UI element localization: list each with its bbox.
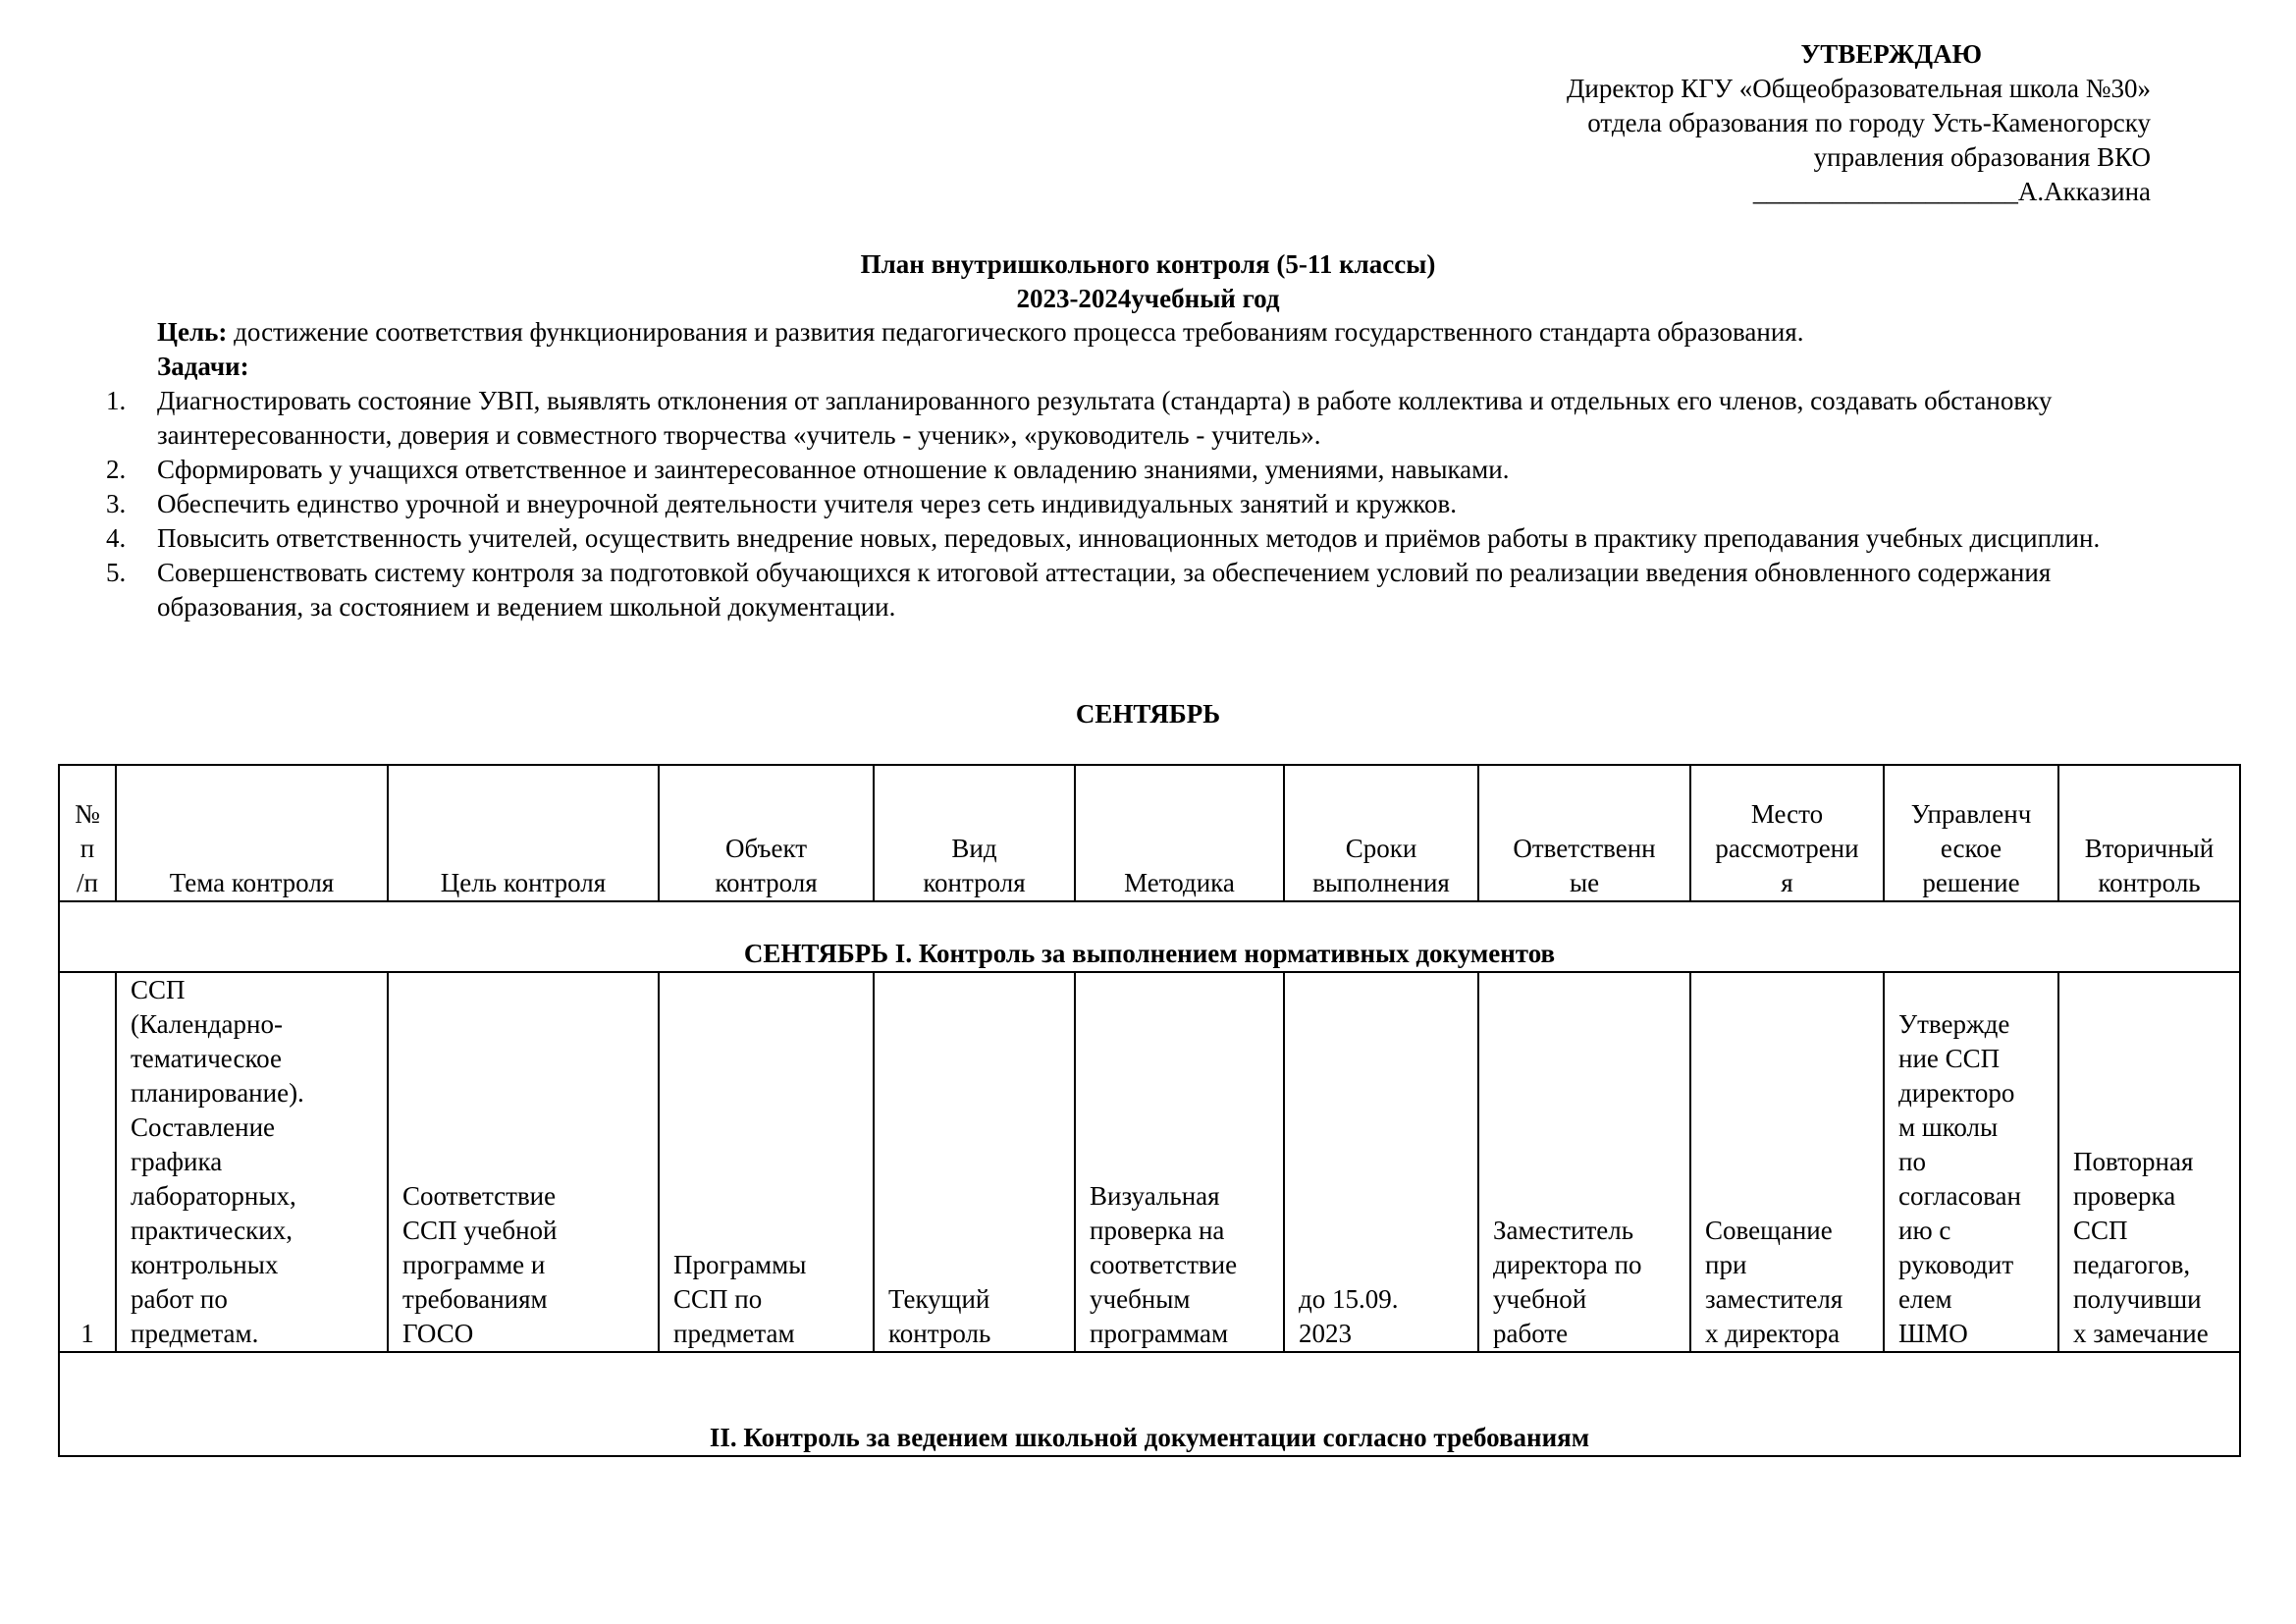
header-decision: Управленч еское решение [1884, 765, 2058, 901]
task-text: Повысить ответственность учителей, осуществить внедрение новых, передовых, инновационных методов и приёмов работы в практику преподавания учебных дисциплин. [157, 523, 2101, 553]
section-heading-2: II. Контроль за ведением школьной документации согласно требованиям [59, 1352, 2240, 1456]
cell-goal: Соответствие ССП учебной программе и требованиям ГОСО [388, 972, 659, 1352]
approval-line-department: отдела образования по городу Усть-Каменогорску [1587, 108, 2151, 137]
header-type: Вид контроля [874, 765, 1075, 901]
task-text: Обеспечить единство урочной и внеурочной деятельности учителя через сеть индивидуальных занятий и кружков. [157, 489, 1458, 518]
header-number: № п /п [59, 765, 116, 901]
cell-type: Текущий контроль [874, 972, 1075, 1352]
document-title [0, 247, 2296, 316]
section-heading-1: СЕНТЯБРЬ I. Контроль за выполнением нормативных документов [59, 901, 2240, 972]
header-deadline: Сроки выполнения [1284, 765, 1478, 901]
cell-decision: Утвержде ние ССП директоро м школы по согласован ию с руководит елем ШМО [1884, 972, 2058, 1352]
cell-number: 1 [59, 972, 116, 1352]
approval-line-management: управления образования ВКО [1813, 142, 2151, 172]
goal-label: Цель: [157, 317, 228, 347]
title-line-2: 2023-2024учебный год [1016, 284, 1280, 313]
task-number: 3. [106, 489, 127, 518]
goal-text: достижение соответствия функционирования и развития педагогического процесса требованиям государственного стандарта образования. [227, 317, 1804, 347]
cell-deadline: до 15.09. 2023 [1284, 972, 1478, 1352]
task-text: Совершенствовать систему контроля за подготовкой обучающихся к итоговой аттестации, за обеспечением условий по реализации введения обновленного содержания образования, за состоянием и ведением школьной документации. [157, 558, 2052, 622]
tasks-heading: Задачи: [157, 352, 249, 381]
task-number: 2. [106, 455, 127, 484]
header-object: Объект контроля [659, 765, 874, 901]
header-secondary: Вторичный контроль [2058, 765, 2240, 901]
tasks-list [96, 384, 2158, 624]
task-text: Сформировать у учащихся ответственное и заинтересованное отношение к овладению знаниями, умениями, навыками. [157, 455, 1510, 484]
cell-secondary: Повторная проверка ССП педагогов, получивши х замечание [2058, 972, 2240, 1352]
task-number: 5. [106, 558, 127, 587]
table-header-row [59, 765, 2240, 901]
task-item [96, 384, 2158, 453]
title-line-1: План внутришкольного контроля (5-11 классы) [860, 249, 1436, 279]
header-place: Место рассмотрени я [1690, 765, 1884, 901]
cell-method: Визуальная проверка на соответствие учебным программам [1075, 972, 1284, 1352]
goal-paragraph [157, 315, 2218, 350]
control-plan-table [58, 764, 2241, 1457]
task-number: 1. [106, 386, 127, 415]
task-text: Диагностировать состояние УВП, выявлять отклонения от запланированного результата (стандарта) в работе коллектива и отдельных его членов, создавать обстановку заинтересованности, доверия и совместного творчества «учитель - ученик», «руководитель - учитель». [157, 386, 2053, 450]
cell-theme: ССП (Календарно- тематическое планирование). Составление графика лабораторных, практических, контрольных работ по предметам. [116, 972, 388, 1352]
approval-signature-line: ____________________А.Акказина [1752, 177, 2151, 206]
cell-place: Совещание при заместителя х директора [1690, 972, 1884, 1352]
header-method: Методика [1075, 765, 1284, 901]
approval-heading: УТВЕРЖДАЮ [1800, 39, 1982, 69]
approval-block [1267, 37, 2151, 209]
table-row [59, 972, 2240, 1352]
header-goal: Цель контроля [388, 765, 659, 901]
task-item [96, 556, 2158, 624]
task-item [96, 453, 2158, 487]
table-section-row [59, 901, 2240, 972]
cell-object: Программы ССП по предметам [659, 972, 874, 1352]
cell-responsible: Заместитель директора по учебной работе [1478, 972, 1690, 1352]
task-item [96, 487, 2158, 521]
task-item [96, 521, 2158, 556]
task-number: 4. [106, 523, 127, 553]
approval-line-director: Директор КГУ «Общеобразовательная школа №30» [1566, 74, 2151, 103]
header-responsible: Ответственн ые [1478, 765, 1690, 901]
month-heading: СЕНТЯБРЬ [1075, 699, 1221, 729]
table-section-row [59, 1352, 2240, 1456]
header-theme: Тема контроля [116, 765, 388, 901]
